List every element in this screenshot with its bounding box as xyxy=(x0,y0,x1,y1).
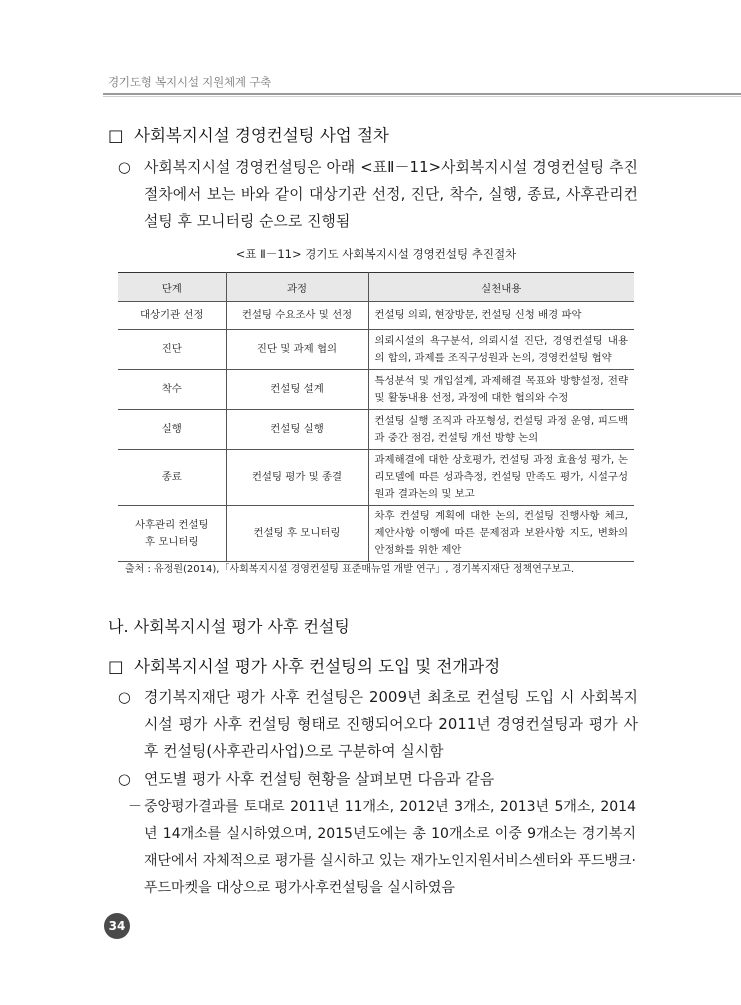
paragraph-evaluation-history xyxy=(118,684,638,765)
content-cell: 특성분석 및 개입설계, 과제해결 목표와 방향설정, 전략 및 활동내용 선정, 과정에 대한 협의와 수정 xyxy=(368,370,634,410)
content-cell: 차후 컨설팅 계획에 대한 논의, 컨설팅 진행사항 체크, 제안사항 이행에 따른 문제점과 보완사항 지도, 변화의 안정화를 위한 제안 xyxy=(368,506,634,562)
column-header: 과정 xyxy=(226,273,368,302)
dash-text: 중앙평가결과를 토대로 2011년 11개소, 2012년 3개소, 2013년 5개소, 2014년 14개소를 실시하였으며, 2015년도에는 총 10개소로 이중 9개소는 경기복지재단에서 자체적으로 평가를 실시하고 있는 재가노인지원서비스센터와 푸드뱅크·푸드마켓을 대상으로 평가사후컨설팅을 실시하였음 xyxy=(144,799,636,896)
table-row xyxy=(118,330,634,370)
heading-consulting-procedure xyxy=(108,122,389,146)
content-cell: 컨설팅 실행 조직과 라포형성, 컨설팅 과정 운영, 피드백과 중간 점검, 컨설팅 개선 방향 논의 xyxy=(368,410,634,450)
table-row xyxy=(118,506,634,562)
column-header: 단계 xyxy=(118,273,226,302)
column-header: 실천내용 xyxy=(368,273,634,302)
table-row xyxy=(118,370,634,410)
stage-cell: 종료 xyxy=(118,450,226,506)
circle-bullet-icon: ○ xyxy=(118,689,132,706)
paragraph-text: 경기복지재단 평가 사후 컨설팅은 2009년 최초로 컨설팅 도입 시 사회복지시설 평가 사후 컨설팅 형태로 진행되어오다 2011년 경영컨설팅과 평가 사후 컨설팅(사후관리사업)으로 구분하여 실시함 xyxy=(144,689,638,760)
paragraph-text: 사회복지시설 경영컨설팅은 아래 <표Ⅱ－11>사회복지시설 경영컨설팅 추진절차에서 보는 바와 같이 대상기관 선정, 진단, 착수, 실행, 종료, 사후관리컨설팅 후 모니터링 순으로 진행됨 xyxy=(144,159,638,230)
stage-cell: 진단 xyxy=(118,330,226,370)
square-bullet-icon: □ xyxy=(108,657,124,676)
content-cell: 컨설팅 의뢰, 현장방문, 컨설팅 신청 배경 파악 xyxy=(368,302,634,330)
process-cell: 컨설팅 평가 및 종결 xyxy=(226,450,368,506)
page-number: 34 xyxy=(104,913,130,939)
content-cell: 과제해결에 대한 상호평가, 컨설팅 과정 효율성 평가, 논리모델에 따른 성과측정, 컨설팅 만족도 평가, 시설구성원과 결과논의 및 보고 xyxy=(368,450,634,506)
paragraph-text: 연도별 평가 사후 컨설팅 현황을 살펴보면 다음과 같음 xyxy=(144,771,495,788)
header-rule xyxy=(103,93,741,95)
dash-bullet-icon: － xyxy=(128,799,142,815)
stage-cell: 사후관리 컨설팅 후 모니터링 xyxy=(118,506,226,562)
table-header-row xyxy=(118,273,634,302)
dash-item-yearly-counts xyxy=(128,794,636,902)
process-cell: 컨설팅 설계 xyxy=(226,370,368,410)
circle-bullet-icon: ○ xyxy=(118,771,132,788)
process-cell: 컨설팅 후 모니터링 xyxy=(226,506,368,562)
process-cell: 진단 및 과제 협의 xyxy=(226,330,368,370)
header-rule-thin xyxy=(103,96,741,97)
square-bullet-icon: □ xyxy=(108,126,124,145)
section-title: 나. 사회복지시설 평가 사후 컨설팅 xyxy=(108,617,350,636)
paragraph-procedure-summary xyxy=(118,154,638,235)
procedure-table xyxy=(118,272,634,562)
running-header: 경기도형 복지시설 지원체계 구축 xyxy=(108,75,272,89)
stage-cell: 대상기관 선정 xyxy=(118,302,226,330)
table-caption: <표 Ⅱ－11> 경기도 사회복지시설 경영컨설팅 추진절차 xyxy=(235,247,517,261)
heading-evaluation-consulting xyxy=(108,653,500,677)
table-row xyxy=(118,450,634,506)
heading-text: 사회복지시설 평가 사후 컨설팅의 도입 및 전개과정 xyxy=(134,657,501,676)
stage-cell: 착수 xyxy=(118,370,226,410)
circle-bullet-icon: ○ xyxy=(118,159,132,176)
heading-text: 사회복지시설 경영컨설팅 사업 절차 xyxy=(134,126,389,145)
content-cell: 의뢰시설의 욕구분석, 의뢰시설 진단, 경영컨설팅 내용의 합의, 과제를 조직구성원과 논의, 경영컨설팅 협약 xyxy=(368,330,634,370)
table-row xyxy=(118,410,634,450)
table-source: 출처 : 유정원(2014),「사회복지시설 경영컨설팅 표준매뉴얼 개발 연구」, 경기복지재단 정책연구보고. xyxy=(125,564,575,575)
paragraph-yearly-status xyxy=(118,766,638,793)
table-row xyxy=(118,302,634,330)
process-cell: 컨설팅 수요조사 및 선정 xyxy=(226,302,368,330)
process-cell: 컨설팅 실행 xyxy=(226,410,368,450)
stage-cell: 실행 xyxy=(118,410,226,450)
